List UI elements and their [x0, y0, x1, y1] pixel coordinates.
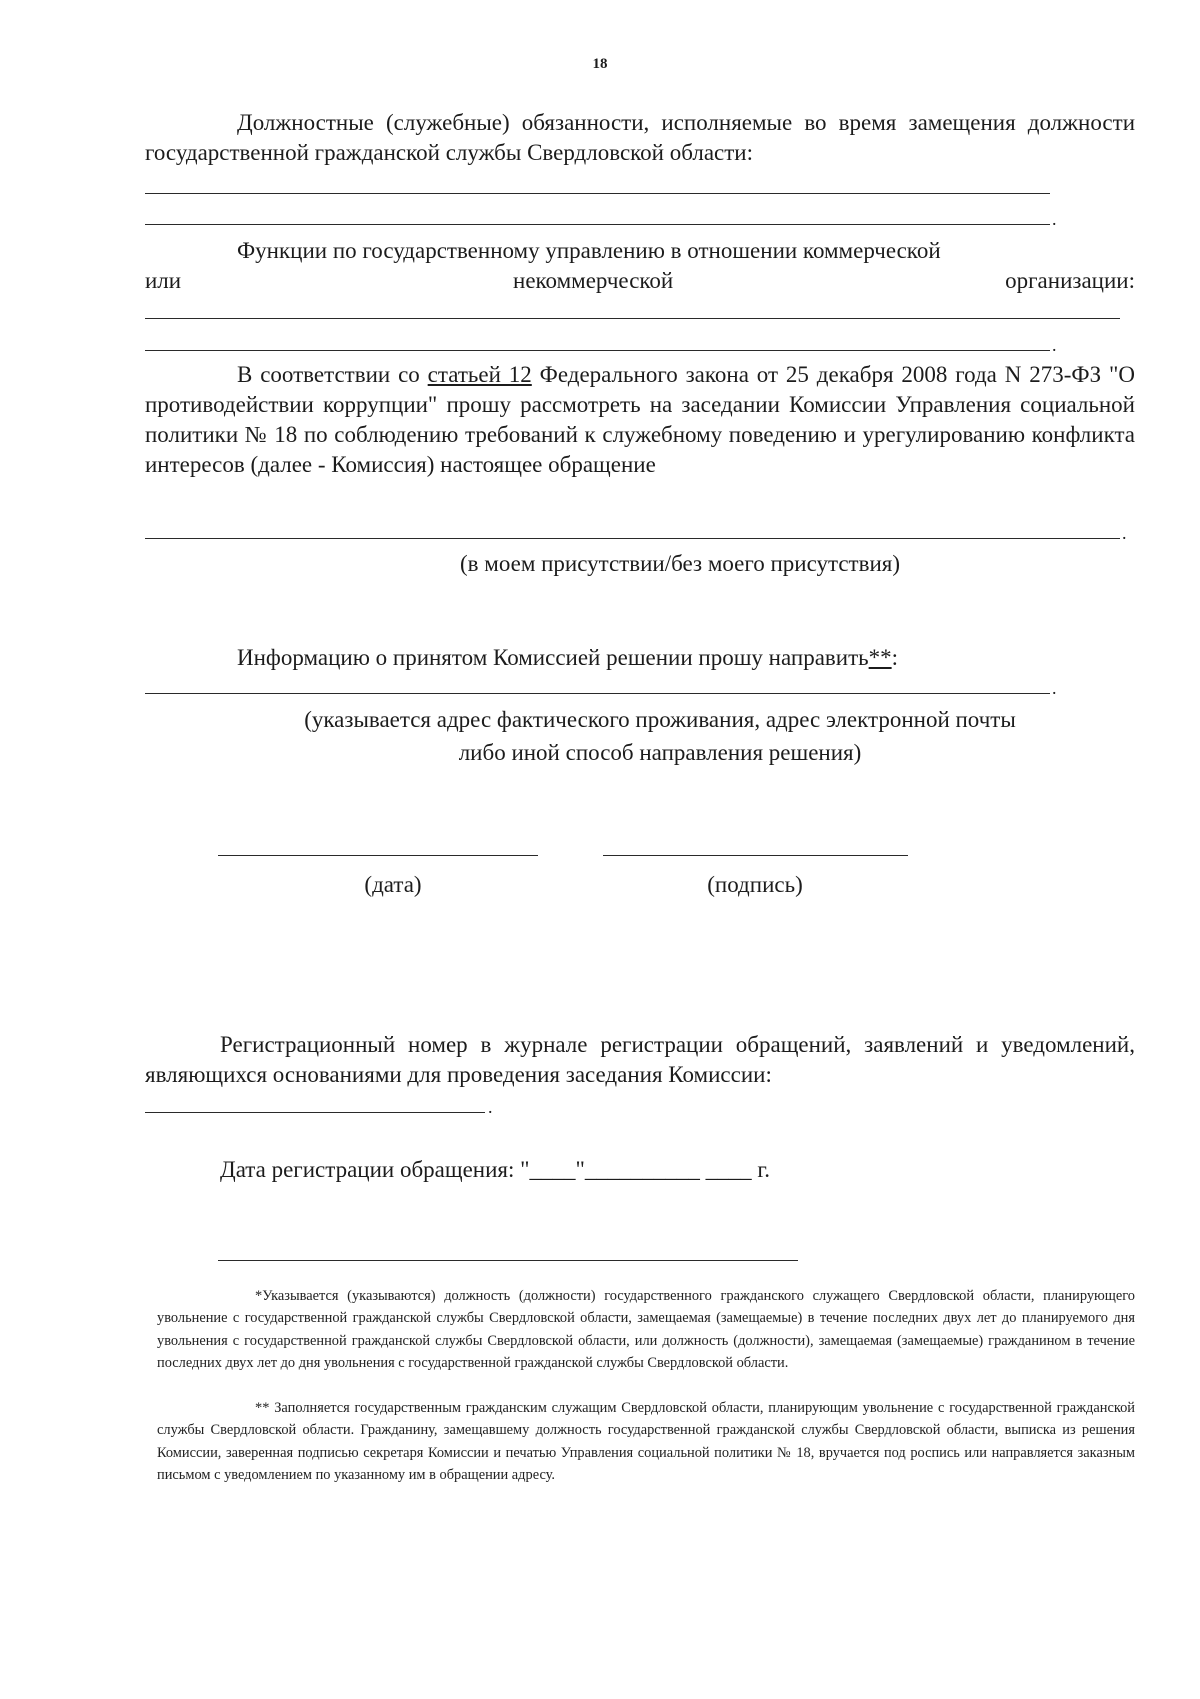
footnote-separator [218, 1260, 798, 1261]
functions-line-end-dot: . [1052, 335, 1057, 355]
presence-note: (в моем присутствии/без моего присутствия) [460, 551, 900, 576]
decision-fill-line[interactable] [145, 693, 1050, 694]
date-fill-line[interactable] [218, 855, 538, 856]
law-article-link[interactable]: статьей 12 [427, 362, 532, 387]
footnote-2: ** Заполняется государственным гражданским служащим Свердловской области, планирующим увольнение с государственной гражданской службы Свердловской области. Гражданину, замещавшему должность государственной гражданской службы Свердловской области, выписка из решения Комиссии, заверенная подписью секретаря Комиссии и печатью Управления социальной политики № 18, вручается под роспись или направляется заказным письмом с уведомлением по указанному им в обращении адресу. [157, 1400, 1135, 1484]
decision-line-end-dot: . [1052, 678, 1057, 698]
functions-fill-line-2[interactable] [145, 350, 1050, 351]
decision-note-line-2: либо иной способ направления решения) [458, 740, 862, 765]
functions-fill-line-1[interactable] [145, 318, 1120, 319]
request-fill-line[interactable] [145, 538, 1120, 539]
duties-fill-line-2[interactable] [145, 224, 1050, 225]
request-suffix: Федерального закона от 25 декабря 2008 года N 273-ФЗ "О противодействии коррупции" прошу рассмотреть на заседании Комиссии Управления социальной политики № 18 по соблюдению требований к служебному поведению и урегулированию конфликта интересов (далее - Комиссия) настоящее обращение [145, 362, 1136, 477]
request-prefix: В соответствии со [237, 362, 428, 387]
registration-number-fill-line[interactable] [145, 1112, 485, 1113]
registration-line-end-dot: . [488, 1097, 493, 1117]
functions-word-or: или [145, 268, 182, 293]
duties-fill-line-1[interactable] [145, 193, 1050, 194]
functions-word-noncommercial: некоммерческой [513, 268, 674, 293]
signature-fill-line[interactable] [603, 855, 908, 856]
registration-paragraph: Регистрационный номер в журнале регистрации обращений, заявлений и уведомлений, являющихся основаниями для проведения заседания Комиссии: [145, 1032, 1135, 1087]
footnote-1: *Указывается (указываются) должность (должности) государственного гражданского служащего Свердловской области, планирующего увольнение с государственной гражданской службы Свердловской области, замещаемая (замещаемые) в течение последних двух лет до планируемого дня увольнения с государственной гражданской службы Свердловской области, или должность (должности), замещаемая (замещаемые) гражданином в течение последних двух лет до дня увольнения с государственной гражданской службы Свердловской области. [157, 1288, 1135, 1372]
functions-paragraph-line2 [145, 266, 1135, 296]
request-line-end-dot: . [1122, 523, 1127, 543]
functions-word-organization: организации: [1005, 268, 1135, 293]
decision-colon: : [891, 645, 899, 670]
request-paragraph [145, 360, 1135, 480]
date-label: (дата) [364, 872, 422, 897]
signature-label: (подпись) [707, 872, 803, 897]
registration-date-line[interactable]: Дата регистрации обращения: "____"__________ ____ г. [220, 1157, 771, 1182]
page-number: 18 [592, 56, 608, 72]
decision-paragraph [237, 643, 1097, 673]
footnote-marker-link[interactable]: ** [868, 645, 892, 670]
duties-line-end-dot: . [1052, 209, 1057, 229]
decision-text: Информацию о принятом Комиссией решении прошу направить [237, 645, 869, 670]
decision-note-line-1: (указывается адрес фактического проживания, адрес электронной почты [304, 707, 1016, 732]
functions-paragraph-line1: Функции по государственному управлению в отношении коммерческой [237, 238, 941, 263]
duties-paragraph: Должностные (служебные) обязанности, исполняемые во время замещения должности государственной гражданской службы Свердловской области: [145, 110, 1135, 165]
